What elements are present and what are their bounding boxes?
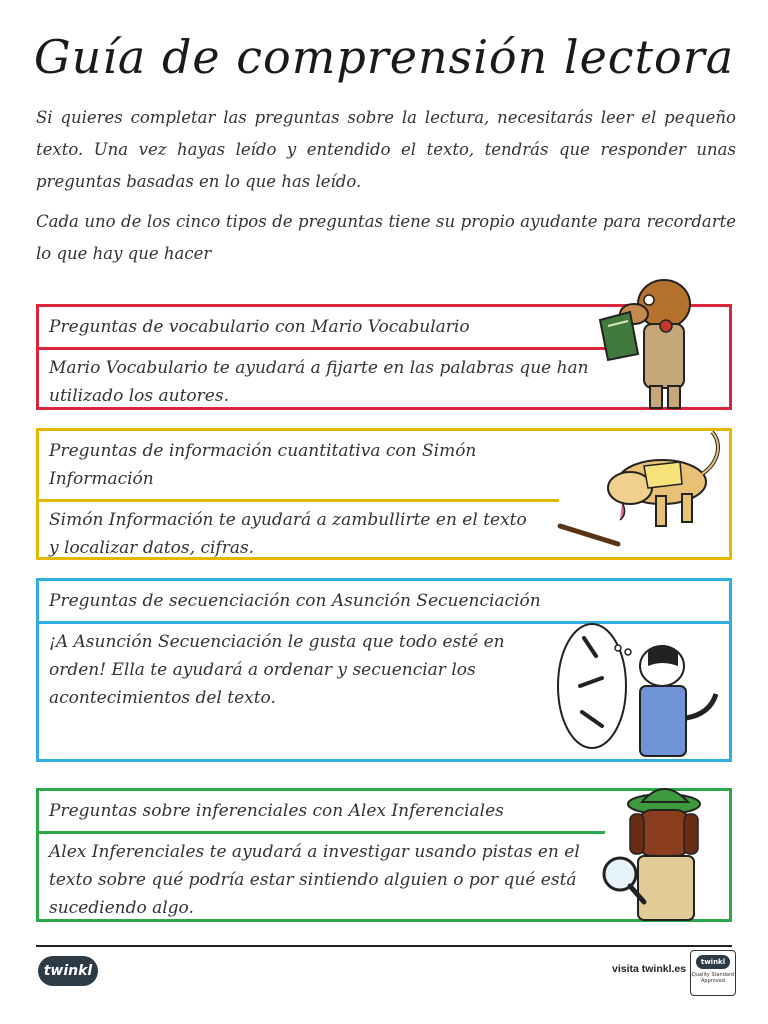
section-heading: Preguntas de información cuantitativa con Simón Información <box>39 431 559 502</box>
section-heading: Preguntas de secuenciación con Asunción Secuenciación <box>39 581 729 624</box>
dog-alex-illustration <box>594 784 728 924</box>
section-body: Simón Información te ayudará a zambullirte en el texto y localizar datos, cifras. <box>49 510 527 558</box>
section-body: Mario Vocabulario te ayudará a fijarte en las palabras que han utilizado los autores. <box>49 358 589 406</box>
section-body: ¡A Asunción Secuenciación le gusta que todo esté en orden! Ella te ayudará a ordenar y secuenciar los acontecimientos del texto. <box>49 632 505 708</box>
footer-divider <box>36 945 732 947</box>
intro-paragraph-2: Cada uno de los cinco tipos de preguntas tiene su propio ayudante para recordarte lo que hay que hacer <box>36 212 736 263</box>
section-heading: Preguntas sobre inferenciales con Alex Inferenciales <box>39 791 605 834</box>
intro-paragraph-1: Si quieres completar las preguntas sobre la lectura, necesitarás leer el pequeño texto. Una vez hayas leído y entendido el texto, tendrás que responder unas preguntas basadas en lo que has leído. <box>36 108 736 191</box>
dog-asuncion-illustration <box>552 622 724 758</box>
dog-simon-illustration <box>552 422 728 552</box>
badge-text: Quality Standard Approved <box>691 972 735 984</box>
section-body: Alex Inferenciales te ayudará a investigar usando pistas en el texto sobre qué podría estar sintiendo alguien o por qué está sucediendo algo. <box>49 842 580 918</box>
footer-visit-link[interactable]: visita twinkl.es <box>612 963 687 975</box>
section-heading: Preguntas de vocabulario con Mario Vocabulario <box>39 307 605 350</box>
quality-badge <box>690 950 736 996</box>
badge-logo: twinkl <box>696 955 730 969</box>
twinkl-logo: twinkl <box>38 956 98 986</box>
dog-mario-illustration <box>594 264 724 412</box>
page-title: Guía de comprensión lectora <box>33 30 735 84</box>
